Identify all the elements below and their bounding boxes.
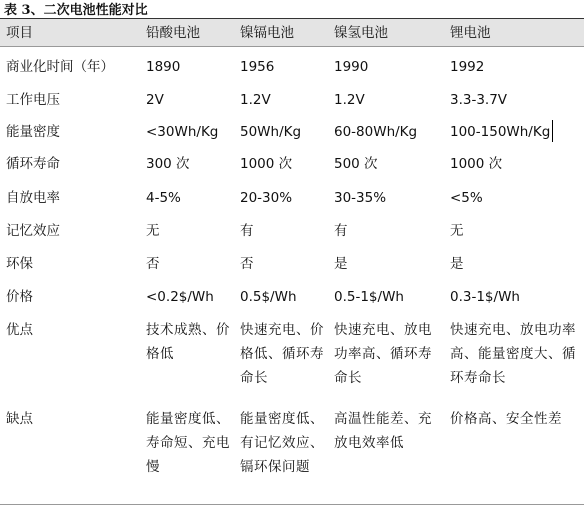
table-cell: 0.5$/Wh <box>240 289 297 305</box>
table-cell: 无 <box>146 223 160 239</box>
table-cell: 1.2V <box>334 92 365 108</box>
table-cell: 2V <box>146 92 164 108</box>
header-rule <box>0 46 584 47</box>
table-cell: 能量密度低、有记忆效应、镉环保问题 <box>240 411 324 475</box>
column-header-item: 项目 <box>6 25 33 41</box>
table-cell: 20-30% <box>240 190 293 206</box>
table-cell: 3.3-3.7V <box>450 92 508 108</box>
column-header-nimh: 镍氢电池 <box>334 25 388 41</box>
table-cell: 100-150Wh/Kg <box>450 124 551 140</box>
table-cell: 1990 <box>334 59 369 75</box>
column-header-lithium: 锂电池 <box>450 25 491 41</box>
table-cell: 1890 <box>146 59 181 75</box>
table-cell: 0.3-1$/Wh <box>450 289 520 305</box>
row-label: 优点 <box>6 322 33 338</box>
table-cell: 4-5% <box>146 190 181 206</box>
row-label: 缺点 <box>6 411 33 427</box>
table-cell: 30-35% <box>334 190 387 206</box>
row-label: 环保 <box>6 256 33 272</box>
table-cell: 价格高、安全性差 <box>450 411 562 427</box>
column-header-lead-acid: 铅酸电池 <box>146 25 200 41</box>
table-cell: 高温性能差、充放电效率低 <box>334 411 432 451</box>
table-cell: 是 <box>334 256 348 272</box>
row-label: 商业化时间（年） <box>6 59 114 75</box>
table-cell: 否 <box>240 256 254 272</box>
table-cell: 否 <box>146 256 160 272</box>
table-cell: 有 <box>240 223 254 239</box>
row-label: 工作电压 <box>6 92 60 108</box>
table-cell: 1000 次 <box>450 156 503 172</box>
table-cell: 500 次 <box>334 156 378 172</box>
row-label: 循环寿命 <box>6 156 60 172</box>
row-label: 能量密度 <box>6 124 60 140</box>
table-cell: <5% <box>450 190 483 206</box>
table-cell: 无 <box>450 223 464 239</box>
table-cell: 1000 次 <box>240 156 293 172</box>
table-cell: 1956 <box>240 59 275 75</box>
table-title: 表 3、二次电池性能对比 <box>4 3 148 18</box>
table-cell: 是 <box>450 256 464 272</box>
text-cursor <box>552 120 553 142</box>
table-cell: 60-80Wh/Kg <box>334 124 418 140</box>
bottom-rule <box>0 504 584 505</box>
table-cell: <30Wh/Kg <box>146 124 219 140</box>
table-cell: 快速充电、价格低、循环寿命长 <box>240 322 324 386</box>
row-label: 价格 <box>6 289 33 305</box>
table-cell: 50Wh/Kg <box>240 124 302 140</box>
table-cell: 1.2V <box>240 92 271 108</box>
table-cell: 1992 <box>450 59 485 75</box>
column-header-nicd: 镍镉电池 <box>240 25 294 41</box>
table-cell: 快速充电、放电功率高、能量密度大、循环寿命长 <box>450 322 576 386</box>
table-cell: 能量密度低、寿命短、充电慢 <box>146 411 230 475</box>
row-label: 自放电率 <box>6 190 60 206</box>
table-cell: 有 <box>334 223 348 239</box>
table-cell: 技术成熟、价格低 <box>146 322 230 362</box>
row-label: 记忆效应 <box>6 223 60 239</box>
table-cell: 快速充电、放电功率高、循环寿命长 <box>334 322 432 386</box>
table-cell: 300 次 <box>146 156 190 172</box>
table-cell: 0.5-1$/Wh <box>334 289 404 305</box>
table-cell: <0.2$/Wh <box>146 289 214 305</box>
